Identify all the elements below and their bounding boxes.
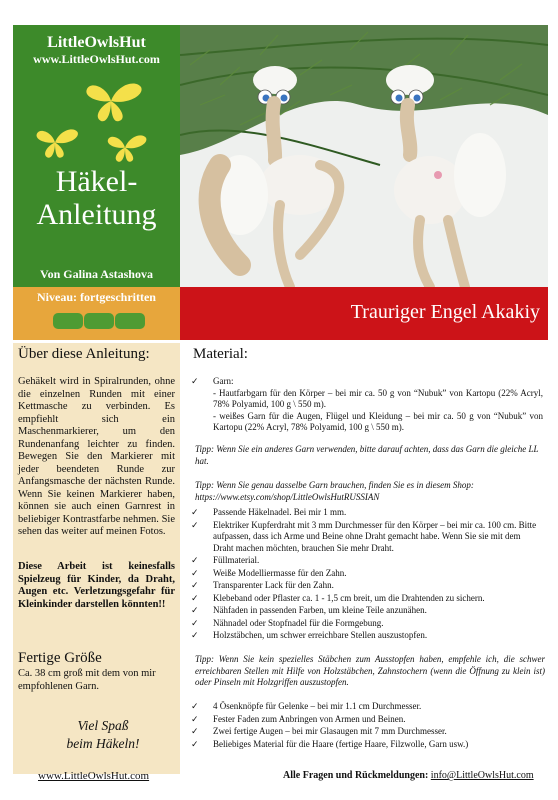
- check-icon: ✓: [191, 701, 199, 711]
- level-indicator-box: [115, 313, 145, 329]
- slogan-line1: Viel Spaß: [77, 718, 129, 733]
- material-item: [193, 714, 543, 726]
- footer-contact: [283, 770, 534, 781]
- level-band: [13, 287, 180, 340]
- material-item-text: Klebeband oder Pflaster ca. 1 - 1,5 cm breit, um die Drahtenden zu sichern.: [213, 592, 485, 603]
- pattern-title-line1: Häkel-: [55, 165, 138, 198]
- size-heading: Fertige Größe: [18, 650, 102, 666]
- material-item: [193, 568, 543, 580]
- check-icon: ✓: [191, 519, 199, 530]
- butterflies-icon: [33, 71, 173, 171]
- material-item: [193, 726, 543, 738]
- brand-name: LittleOwlsHut: [47, 34, 146, 51]
- tip-yarn: Tipp: Wenn Sie ein anderes Garn verwenden, bitte darauf achten, dass das Garn die gleiche LL hat.: [195, 444, 539, 466]
- materials-list: [193, 507, 543, 643]
- material-item-text: Transparenter Lack für den Zahn.: [213, 580, 334, 590]
- slogan-line2: beim Häkeln!: [66, 736, 140, 751]
- check-icon: ✓: [191, 567, 199, 578]
- material-item-text: Nähfaden in passenden Farben, um kleine Teile anzunähen.: [213, 605, 427, 615]
- tip-shop: Tipp: Wenn Sie genau dasselbe Garn brauchen, finden Sie es in diesem Shop: https://www.etsy.com/shop/LittleOwlsHutRUSSIAN: [195, 480, 474, 502]
- material-item-text: Beliebiges Material für die Haare (fertige Haare, Filzwolle, Garn usw.): [213, 738, 469, 749]
- author: Von Galina Astashova: [40, 267, 153, 281]
- footer-url[interactable]: www.LittleOwlsHut.com: [38, 770, 150, 782]
- check-icon: ✓: [191, 726, 199, 736]
- safety-warning: Diese Arbeit ist keinesfalls Spielzeug für Kinder, da Draht, Augen etc. Verletzungsgefahr für Kleinkinder darstellen könnten!!: [18, 561, 175, 610]
- slogan: [48, 717, 158, 753]
- check-icon: ✓: [191, 555, 199, 565]
- material-item: [193, 593, 543, 605]
- material-item: [193, 507, 543, 519]
- angel-photo-image: [180, 25, 548, 287]
- angel-photo: [180, 25, 548, 287]
- about-text: Gehäkelt wird in Spiralrunden, ohne die einzelnen Runden mit einer Kettmasche zu verbinden. Es empfiehlt sich ein Maschenmarkierer, um den Rundenanfang leichter zu finden. Bewegen Sie den Markierer mit jeder beendeten Runde zur Anfangsmasche der nächsten Runde. Wenn Sie keinen Markierer haben, können sie auch einen Garnrest in beliebiger Kontrastfarbe nehmen. Sie sehen das weiter auf meinen Fotos.: [18, 376, 175, 537]
- contact-label: Alle Fragen und Rückmeldungen:: [283, 770, 431, 781]
- size-text: Ca. 38 cm groß mit dem von mir empfohlenen Garn.: [18, 668, 156, 692]
- pattern-title: [13, 165, 180, 231]
- main-title: Trauriger Engel Akakiy: [350, 301, 540, 323]
- check-icon: ✓: [191, 738, 199, 749]
- pattern-title-line2: Anleitung: [36, 198, 157, 231]
- brand-url[interactable]: www.LittleOwlsHut.com: [33, 52, 160, 66]
- check-icon: ✓: [191, 617, 199, 628]
- yarn-block: [193, 376, 543, 434]
- check-icon: ✓: [191, 580, 199, 590]
- material-item-text: Zwei fertige Augen – bei mir Glasaugen mit 7 mm Durchmesser.: [213, 726, 447, 736]
- about-heading: Über diese Anleitung:: [18, 346, 150, 362]
- tip-stuffing: Tipp: Wenn Sie kein spezielles Stäbchen zum Ausstopfen haben, empfehle ich, die schwer erreichbaren Stellen mit Hilfe von Holzstäbchen, Zahnstochern (wenn die Öffnung zu klein ist) oder Pinseln mit Holzgriffen auszustopfen.: [195, 654, 545, 687]
- material-item-text: Füllmaterial.: [213, 555, 260, 565]
- material-item-text: Elektriker Kupferdraht mit 3 mm Durchmesser für den Körper – bei mir ca. 100 cm. Bitte aufpassen, dass ich Arme und Beine ohne Draht gemacht habe. Wenn Sie sie mit dem Draht machen möchten, brauchen Sie mehr Draht.: [213, 519, 537, 553]
- material-item: [193, 618, 543, 630]
- level-indicator-box: [53, 313, 83, 329]
- material-item-text: Nähnadel oder Stopfnadel für die Formgebung.: [213, 617, 384, 628]
- material-item: [193, 739, 543, 751]
- check-icon: ✓: [191, 507, 199, 517]
- material-item: [193, 580, 543, 592]
- check-icon: ✓: [191, 376, 199, 386]
- material-item-text: Fester Faden zum Anbringen von Armen und Beinen.: [213, 713, 406, 724]
- title-band: [180, 287, 548, 340]
- check-icon: ✓: [191, 630, 199, 640]
- cover-panel: [13, 25, 180, 287]
- skill-level: Niveau: fortgeschritten: [37, 290, 156, 304]
- check-icon: ✓: [191, 592, 199, 603]
- left-sidebar: [13, 343, 180, 774]
- level-indicator-box: [84, 313, 114, 329]
- material-item: [193, 520, 543, 555]
- contact-email[interactable]: info@LittleOwlsHut.com: [430, 770, 534, 781]
- material-item-text: Weiße Modelliermasse für den Zahn.: [213, 567, 347, 578]
- yarn-white: - weißes Garn für die Augen, Flügel und Kleidung – bei mir ca. 50 g von “Nubuk” von Kartopu (22% Acryl, 78% Polyamid, 100 g \ 550 m).: [213, 410, 543, 432]
- check-icon: ✓: [191, 605, 199, 615]
- yarn-label: Garn:: [213, 376, 234, 386]
- material-item-text: Holzstäbchen, um schwer erreichbare Stellen auszustopfen.: [213, 630, 428, 640]
- material-item-text: 4 Ösenknöpfe für Gelenke – bei mir 1.1 cm Durchmesser.: [213, 701, 422, 711]
- yarn-skin: - Hautfarbgarn für den Körper – bei mir ca. 50 g von “Nubuk” von Kartopu (22% Acryl, 78% Polyamid, 100 g \ 550 m).: [213, 387, 543, 409]
- check-icon: ✓: [191, 713, 199, 724]
- material-item-text: Passende Häkelnadel. Bei mir 1 mm.: [213, 507, 347, 517]
- material-item: [193, 701, 543, 713]
- material-item: [193, 555, 543, 567]
- material-item: [193, 630, 543, 642]
- material-heading: Material:: [193, 346, 248, 362]
- materials-list-2: [193, 701, 543, 751]
- material-item: [193, 605, 543, 617]
